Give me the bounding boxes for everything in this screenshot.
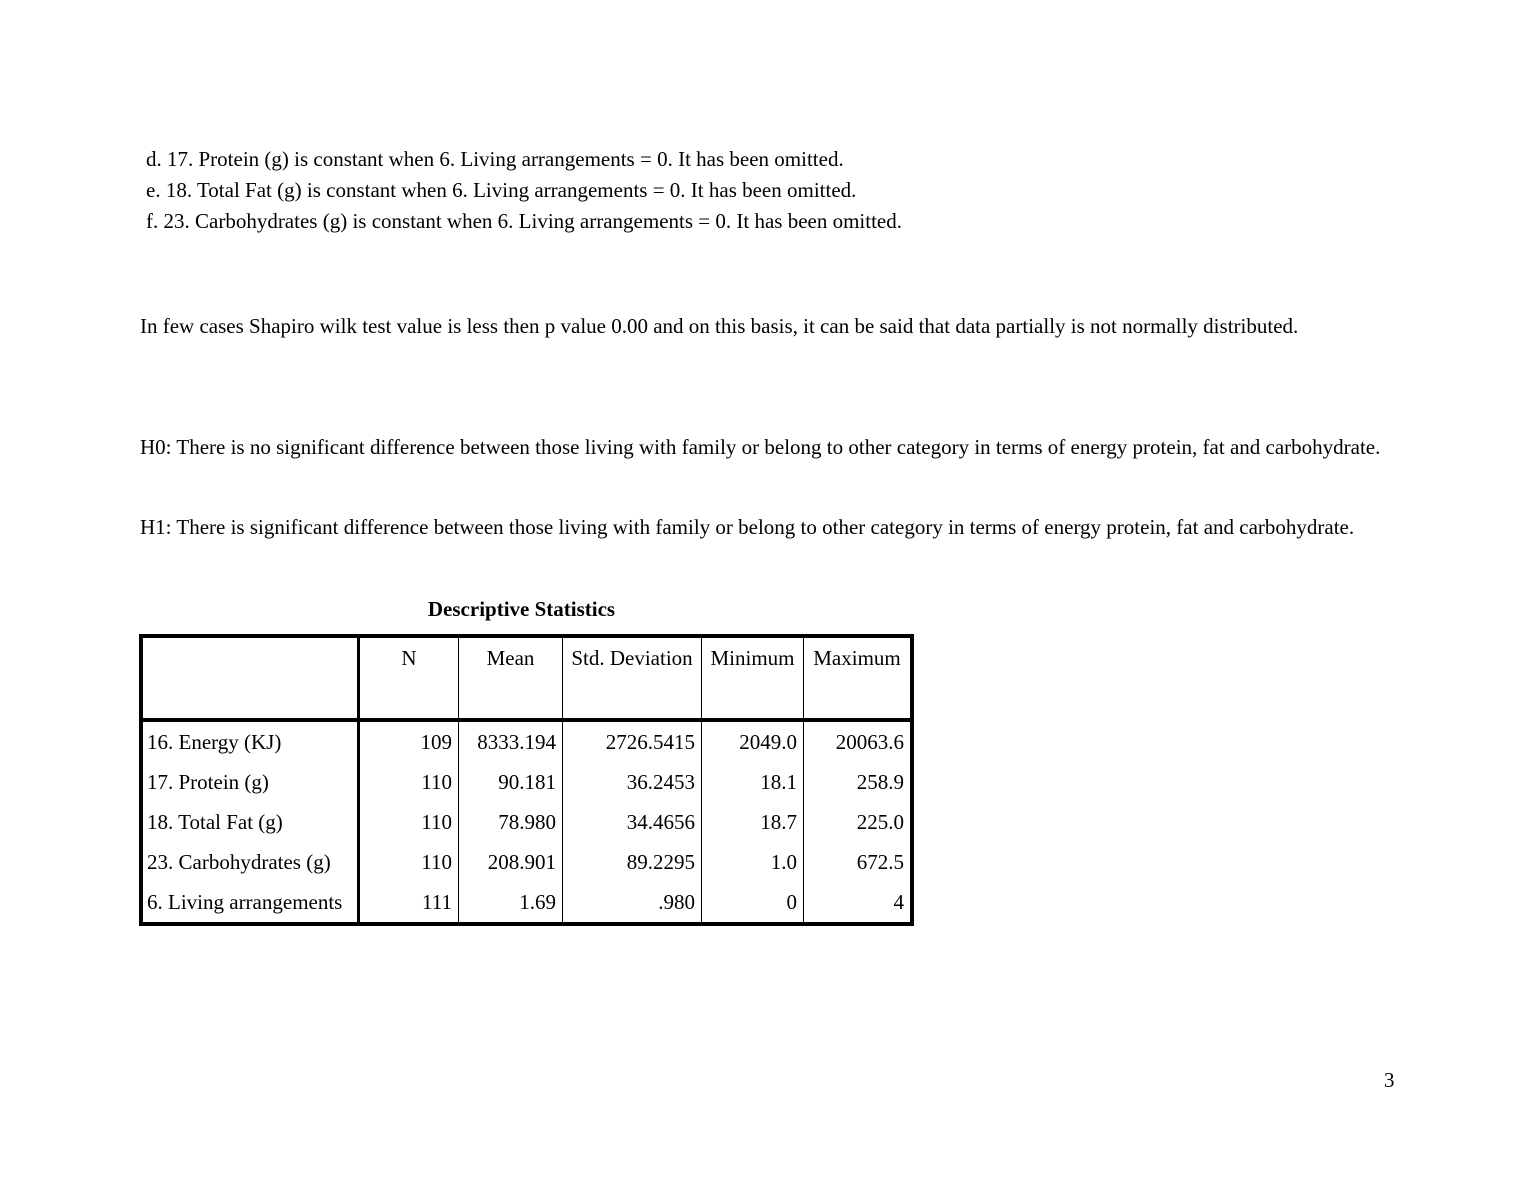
page-number: 3 (1384, 1068, 1395, 1092)
cell-min: 2049.0 (702, 720, 804, 762)
cell-std: 89.2295 (563, 842, 702, 882)
table-row (141, 762, 912, 802)
cell-min: 18.7 (702, 802, 804, 842)
footnote-f: f. 23. Carbohydrates (g) is constant when 6. Living arrangements = 0. It has been omitted. (146, 209, 902, 233)
table-row (141, 882, 912, 924)
cell-n: 110 (359, 842, 459, 882)
null-hypothesis: H0: There is no significant difference between those living with family or belong to other category in terms of energy protein, fat and carbohydrate. (140, 435, 1381, 459)
cell-n: 109 (359, 720, 459, 762)
cell-mean: 8333.194 (459, 720, 563, 762)
table-footnotes (146, 144, 902, 237)
cell-std: 36.2453 (563, 762, 702, 802)
alternative-hypothesis: H1: There is significant difference between those living with family or belong to other category in terms of energy protein, fat and carbohydrate. (140, 515, 1355, 539)
cell-mean: 78.980 (459, 802, 563, 842)
cell-std: .980 (563, 882, 702, 924)
table-header-row (141, 636, 912, 720)
cell-max: 225.0 (804, 802, 913, 842)
cell-min: 1.0 (702, 842, 804, 882)
row-label: 23. Carbohydrates (g) (141, 842, 359, 882)
footnote-e: e. 18. Total Fat (g) is constant when 6. Living arrangements = 0. It has been omitted. (146, 178, 857, 202)
header-corner (141, 636, 359, 720)
row-label: 18. Total Fat (g) (141, 802, 359, 842)
cell-n: 110 (359, 762, 459, 802)
table-title: Descriptive Statistics (427, 597, 616, 621)
cell-mean: 1.69 (459, 882, 563, 924)
header-std-deviation: Std. Deviation (563, 636, 702, 720)
cell-mean: 90.181 (459, 762, 563, 802)
cell-max: 20063.6 (804, 720, 913, 762)
header-minimum: Minimum (702, 636, 804, 720)
header-maximum: Maximum (804, 636, 913, 720)
descriptive-statistics-table (139, 634, 914, 926)
cell-mean: 208.901 (459, 842, 563, 882)
row-label: 16. Energy (KJ) (141, 720, 359, 762)
footnote-d: d. 17. Protein (g) is constant when 6. Living arrangements = 0. It has been omitted. (146, 147, 844, 171)
row-label: 6. Living arrangements (141, 882, 359, 924)
row-label: 17. Protein (g) (141, 762, 359, 802)
cell-n: 110 (359, 802, 459, 842)
cell-min: 18.1 (702, 762, 804, 802)
table-row (141, 802, 912, 842)
cell-min: 0 (702, 882, 804, 924)
header-mean: Mean (459, 636, 563, 720)
table-row (141, 842, 912, 882)
cell-max: 672.5 (804, 842, 913, 882)
cell-n: 111 (359, 882, 459, 924)
cell-max: 258.9 (804, 762, 913, 802)
cell-std: 2726.5415 (563, 720, 702, 762)
cell-max: 4 (804, 882, 913, 924)
shapiro-paragraph: In few cases Shapiro wilk test value is less then p value 0.00 and on this basis, it can be said that data partially is not normally distributed. (140, 314, 1299, 338)
cell-std: 34.4656 (563, 802, 702, 842)
header-n: N (359, 636, 459, 720)
table-row (141, 720, 912, 762)
